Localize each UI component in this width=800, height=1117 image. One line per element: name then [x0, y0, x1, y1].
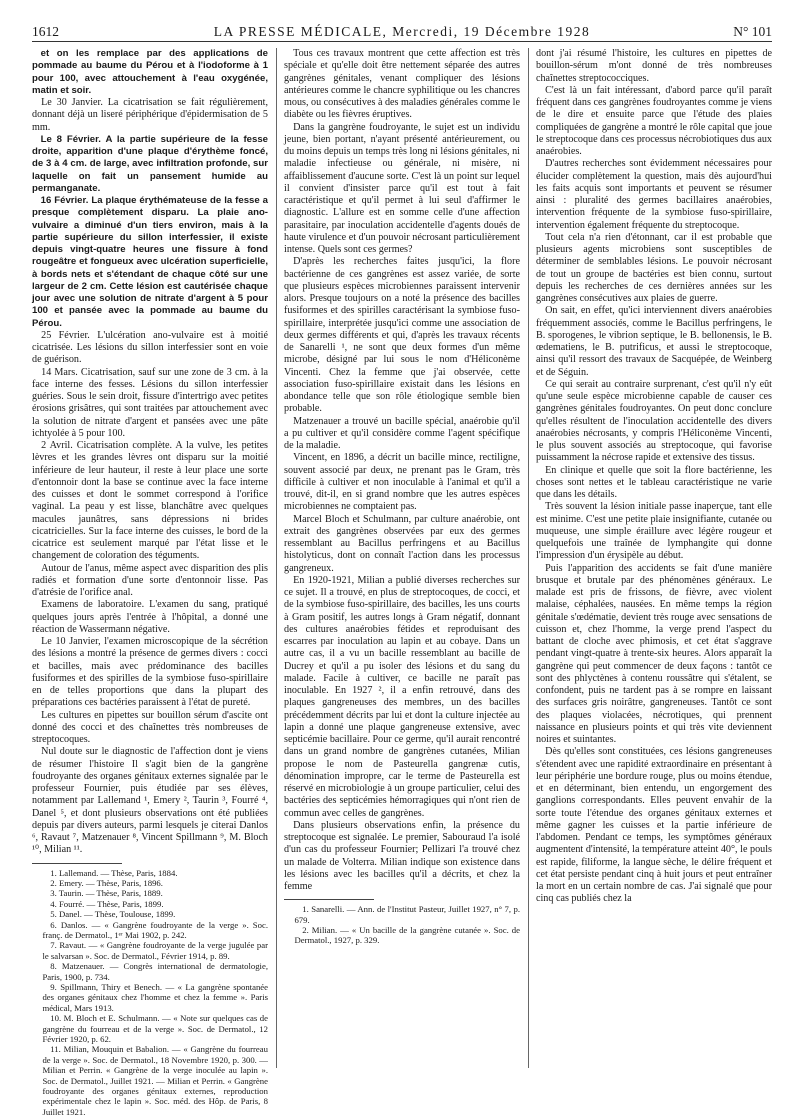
column-separator — [276, 48, 277, 1068]
paragraph: Dans la gangrène foudroyante, le sujet est un individu jeune, bien portant, n'ayant présenté antérieurement, ou du moins depuis un temps très long ni lésions génitales, ni maladie infectieuse ou générale, ni misère, ni affaiblissement d'aucune sorte. C'est là un point sur lequel il convient d'insister parce qu'il est tout à fait caractéristique et qu'il permet à lui seul d'affirmer le diagnostic. L'allure est en somme celle d'une affection parasitaire, par inoculation accidentelle d'agents doués de haute virulence et d'un pouvoir nécrosant particulièrement intense. Quels sont ces germes? — [284, 121, 520, 255]
footnote: 2. Milian. — « Un bacille de la gangrène cutanée ». Soc. de Dermatol., 1927, p. 329. — [294, 925, 520, 946]
paragraph: Ce qui serait au contraire surprenant, c'est qu'il n'y eût qu'une seule espèce microbienne capable de causer ces gangrènes génitales foudroyantes. On peut donc conclure qu'elles résultent de l'inoculation accidentelle des divers anaérobies nécrosants, y compris l'Héliconème Vincenti, le plus souvent associés au streptocoque, qui favorise puissamment la nécrose rapide et extensive des tissus. — [536, 378, 772, 464]
footnote: 11. Milian, Mouquin et Babalion. — « Gangrène du fourreau de la verge ». Soc. de Dermatol., 18 Novembre 1920, p. 300. — Milian et Perrin. « Gangrène de la verge inoculée au lapin ». Soc. de Dermatol., Juillet 1921. — Milian et Perrin. « Gangrène foudroyante des organes génitaux externes, reproduction expérimentale chez le lapin ». Soc. méd. des Hôp. de Paris, 8 Juillet 1921. — [42, 1044, 268, 1117]
paragraph: Le 8 Février. A la partie supérieure de la fesse droite, apparition d'une plaque d'érythème foncé, de 3 à 4 cm. de large, avec infiltration profonde, sur laquelle on fait un pansement humide au permanganate. — [32, 133, 268, 194]
paragraph: 16 Février. La plaque érythémateuse de la fesse a presque complètement disparu. La plaie ano-vulvaire a diminué d'un tiers environ, mais à la partie supérieure du sillon interfessier, il existe depuis vingt-quatre heures une fissure à fond rougeâtre et fongueux avec ulcération superficielle, à bords nets et s'étendant de chaque côté sur une largeur de 2 cm. Cette lésion est cautérisée chaque jour avec une solution de nitrate d'argent à 5 pour 100 et pansée avec la pommade au baume du Pérou. — [32, 195, 268, 329]
footnote: 6. Danlos. — « Gangrène foudroyante de la verge ». Soc. franç. de Dermatol., 1ᵉʳ Mai 1902, p. 242. — [42, 919, 268, 940]
footnote: 8. Matzenauer. — Congrès international de dermatologie, Paris, 1900, p. 734. — [42, 961, 268, 982]
footnote: 10. M. Bloch et E. Schulmann. — « Note sur quelques cas de gangrène du fourreau et de la verge ». Soc. de Dermatol., 12 Février 1920, p. 62. — [42, 1013, 268, 1044]
column-separator — [528, 48, 529, 1068]
paragraph: Matzenauer a trouvé un bacille spécial, anaérobie qu'il a pu cultiver et qu'il considère comme l'agent spécifique de la maladie. — [284, 415, 520, 451]
text-column-1 — [32, 48, 268, 1117]
paragraph: Nul doute sur le diagnostic de l'affection dont je viens de résumer l'histoire Il s'agit bien de la gangrène foudroyante des organes génitaux externes signalée par le professeur Fournier, puis étudiée par ses élèves, notamment par Lallemand ¹, Emery ², Taurin ³, Fourré ⁴, Danel ⁵, et dont plusieurs observations ont été publiées depuis par divers auteurs, parmi lesquels je citerai Danlos ⁶, Ravaut ⁷, Matzenauer ⁸, Vincent Spillmann ⁹, M. Bloch ¹⁰, Milian ¹¹. — [32, 746, 268, 856]
footnote: 9. Spillmann, Thiry et Benech. — « La gangrène spontanée des organes génitaux chez l'homme et chez la femme ». Paris médical, Mars 1913. — [42, 981, 268, 1013]
header-rule — [32, 41, 772, 42]
footnote: 1. Lallemand. — Thèse, Paris, 1884. — [50, 867, 178, 878]
paragraph: Le 30 Janvier. La cicatrisation se fait régulièrement, donnant déjà un liseré périphérique d'épidermisation de 5 mm. — [32, 97, 268, 133]
footnote: 1. Sanarelli. — Ann. de l'Institut Pasteur, Juillet 1927, n° 7, p. 679. — [294, 904, 520, 925]
footnote: 2. Emery. — Thèse, Paris, 1896. — [50, 877, 163, 888]
paragraph: Dans plusieurs observations enfin, la présence du streptocoque est signalée. Le premier, Sabouraud l'a isolé d'un cas du professeur Fournier; Pellizari l'a trouvé chez un malade de Volterra. Milian indique son existence dans les lésions avec les bacilles qu'il a décrits, et chez la femme — [284, 819, 520, 892]
footnote: 7. Ravaut. — « Gangrène foudroyante de la verge jugulée par le salvarsan ». Soc. de Dermatol., Février 1914, p. 89. — [42, 940, 268, 961]
paragraph: 25 Février. L'ulcération ano-vulvaire est à moitié cicatrisée. Les lésions du sillon interfessier sont en voie de guérison. — [32, 329, 268, 366]
paragraph: 2 Avril. Cicatrisation complète. A la vulve, les petites lèvres et les grandes lèvres ont disparu sur la moitié inférieure de leur hauteur, il reste à leur place une sorte d'entonnoir dont la base se continue avec la face interne des cuisses et dont le sommet correspond à l'orifice vaginal. La peau y est lisse, blanchâtre avec quelques macules jaunâtres, sans dépressions ni brides cicatricielles. Sur la face interne des cuisses, le bord de la cicatrice est seulement marqué par l'état lisse et le changement de coloration des téguments. — [32, 440, 268, 562]
issue-number: N° 101 — [733, 24, 772, 39]
footnote-rule — [32, 863, 122, 864]
paragraph: dont j'ai résumé l'histoire, les cultures en pipettes de bouillon-sérum m'ont donné de très nombreuses chaînettes streptococciques. — [536, 48, 772, 84]
paragraph: Les cultures en pipettes sur bouillon sérum d'ascite ont donné des cocci et des chaînettes très nombreuses de streptocoques. — [32, 709, 268, 745]
paragraph: D'autres recherches sont évidemment nécessaires pour élucider complètement la question, mais dès aujourd'hui les faits acquis sont importants et peuvent se résumer ainsi : pluralité des germes bacillaires anaérobies, intervention fréquente de la symbiose fuso-spirillaire, intervention également fréquente du streptocoque. — [536, 158, 772, 231]
page-header — [32, 22, 772, 42]
paragraph: Le 10 Janvier, l'examen microscopique de la sécrétion des lésions a montré la présence de germes divers : cocci et bacilles, mais avec prédominance des bacilles fusiformes et des spirilles de la symbiose fuso-spirillaire en de telles proportions que dans la plupart des préparations ces bactéries paraissent à l'état de pureté. — [32, 636, 268, 709]
journal-title-date: LA PRESSE MÉDICALE, Mercredi, 19 Décembre 1928 — [213, 24, 591, 39]
footnote: 3. Taurin. — Thèse, Paris, 1889. — [50, 888, 163, 899]
text-column-3 — [536, 48, 772, 1068]
paragraph: 14 Mars. Cicatrisation, sauf sur une zone de 3 cm. à la face interne des fesses. Lésions du sillon interfessier guéries. Sous le sein droit, fissure d'intertrigo avec petites érosions grisâtres, qui sont traitées par attouchement avec la solution de nitrate d'argent et pansées avec une pâte ichtyolée à 5 pour 100. — [32, 366, 268, 439]
paragraph: Tous ces travaux montrent que cette affection est très spéciale et qu'elle doit être nettement séparée des autres gangrènes génitales, venant compliquer des lésions antérieures comme le chancre syphilitique ou les chancres mous, ou consécutives à des maladies générales comme le diabète ou les fièvres éruptives. — [284, 48, 520, 121]
footnote: 5. Danel. — Thèse, Toulouse, 1899. — [50, 909, 176, 920]
paragraph: Examens de laboratoire. L'examen du sang, pratiqué quelques jours après l'entrée à l'hôpital, a donné une réaction de Wassermann négative. — [32, 599, 268, 635]
paragraph: D'après les recherches faites jusqu'ici, la flore bactérienne de ces gangrènes est assez variée, de sorte que plusieurs espèces microbiennes paraissent intervenir alors. Presque toujours on a noté la présence des bacilles fusiformes et des spirilles caractérisant la symbiose fuso-spirillaire, interprétée jusqu'ici comme une association de deux germes différents et qui, d'après les travaux récents de Sanarelli ¹, ne sont que deux formes d'un même microbe, désigné par lui sous le nom d'Héliconème Vincenti. Chez la femme que j'ai observée, cette association fuso-spirillaire existait dans les lésions en abondance telle que son rôle étiologique semble bien probable. — [284, 256, 520, 415]
paragraph: Vincent, en 1896, a décrit un bacille mince, rectiligne, souvent associé par deux, ne prenant pas le Gram, très difficile à cultiver et non inoculable à l'animal et qu'il a trouvé, dit-il, en si grand nombre que les autres espèces microbiennes ne comptaient pas. — [284, 452, 520, 513]
paragraph: Dès qu'elles sont constituées, ces lésions gangreneuses s'étendent avec une rapidité extraordinaire en présentant à leur périphérie une bordure rouge, plus ou moins étendue, et en déterminant, bien entendu, un engorgement des ganglions correspondants. Elles peuvent envahir de la sorte toute l'étendue des organes génitaux externes et même gagner les cuisses et la partie inférieure de l'abdomen. Pendant ce temps, les symptômes généraux augmentent d'intensité, la température atteint 40°, le pouls est rapide, filiforme, la langue sèche, le délire fréquent et cet état persiste pendant cinq à huit jours et peut entraîner la mort en un certain nombre de cas. J'ai signalé que pour cinq cas publiés chez la — [536, 746, 772, 905]
text-column-2 — [284, 48, 520, 1068]
paragraph: C'est là un fait intéressant, d'abord parce qu'il paraît fréquent dans ces gangrènes foudroyantes comme je viens de le dire et ensuite parce que l'étude des plaies compliquées de gangrène a montré le rôle capital que joue le streptocoque dans ces processus nécrobiotiques dus aux anaérobies. — [536, 84, 772, 157]
footnote: 4. Fourré. — Thèse, Paris, 1899. — [50, 898, 164, 909]
paragraph: En clinique et quelle que soit la flore bactérienne, les choses sont nettes et le tableau caractéristique ne varie que dans les détails. — [536, 464, 772, 500]
paragraph: Marcel Bloch et Schulmann, par culture anaérobie, ont extrait des gangrènes observées par eux des germes ressemblant au Bacillus perfringens et au Bacillus histolyticus, dont on connaît l'action dans les processus gangreneux. — [284, 513, 520, 574]
paragraph: Autour de l'anus, même aspect avec disparition des plis radiés et formation d'une sorte d'entonnoir lisse. Pas d'atrésie de l'orifice anal. — [32, 562, 268, 598]
paragraph: Tout cela n'a rien d'étonnant, car il est probable que plusieurs agents microbiens sont susceptibles de déterminer de semblables lésions. Le pouvoir nécrosant de tout un groupe de bactéries est bien connu, surtout depuis les recherches de ces dernières années sur les gangrènes consécutives aux plaies de guerre. — [536, 231, 772, 304]
paragraph: On sait, en effet, qu'ici interviennent divers anaérobies fréquemment associés, comme le Bacillus perfringens, le B. sporogenes, le vibrion septique, le B. bellonensis, le B. œdematiens, le B. putrificus, et aussi le streptocoque, ainsi qu'il ressort des travaux de Sacquépée, de Weinberg et de Séguin. — [536, 305, 772, 378]
footnote-rule — [284, 899, 374, 900]
paragraph: En 1920-1921, Milian a publié diverses recherches sur ce sujet. Il a trouvé, en plus de streptocoques, de cocci, et de la symbiose fuso-spirillaire, des bacilles, les uns courts à Gram positif, les autres longs à Gram négatif, donnant des cultures anaérobies fétides et reproduisant des escarres par inoculation au lapin et au cobaye. Dans un autre cas, il a vu un bacille ressemblant au bacille de Ducrey et qu'il a pu isoler des lésions et du sang du malade. Facile à cultiver, ce bacille ne paraît pas inoculable. En 1927 ², il a enfin retrouvé, dans des plaques gangreneuses des membres, un des bacilles précédemment décrits par lui et dont la culture injectée au lapin a donné une plaque gangreneuse extensive, avec septicémie bacillaire. Pour ce germe, qu'il aurait rencontré dans un grand nombre de gangrènes cutanées, Milian propose le nom de Pasteurella gangrenæ cutis, dénomination impropre, car le terme de Pasteurella est réservé en microbiologie à un groupe particulier, celui des bactéries des septicémies hémorragiques qui n'ont rien de commun avec celles de gangrènes. — [284, 574, 520, 819]
paragraph: Puis l'apparition des accidents se fait d'une manière brusque et brutale par des phénomènes généraux. Le malade est pris de frissons, de fièvre, avec violent malaise, céphalées, nausées. En même temps la région génitale s'œdématie, devient très rouge avec sensations de cuisson et, chez l'homme, la verge prend l'aspect du battant de cloche avec phimosis, et cet état s'aggrave pendant vingt-quatre à trente-six heures. Alors apparaît la gangrène qui peut commencer de deux façons : tantôt ce sont des phlyctènes à contenu roussâtre qui s'étalent, se confondent, puis ne tardent pas à se rompre en laissant des surfaces gris noirâtre, gangreneuses. Tantôt ce sont des plaques violacées, nécrotiques, qui prennent naissance en plusieurs points et qui très vite deviennent noires et suintantes. — [536, 562, 772, 745]
paragraph: et on les remplace par des applications de pommade au baume du Pérou et à l'iodoforme à 1 pour 100, avec attouchement à l'eau oxygénée, matin et soir. — [32, 48, 268, 96]
paragraph: Très souvent la lésion initiale passe inaperçue, tant elle est minime. C'est une petite plaie insignifiante, cutanée ou muqueuse, une simple éraillure avec légère rougeur et quelquefois une traînée de lymphangite qui donne l'impression d'un érysipèle au début. — [536, 501, 772, 562]
page-number: 1612 — [32, 24, 59, 39]
